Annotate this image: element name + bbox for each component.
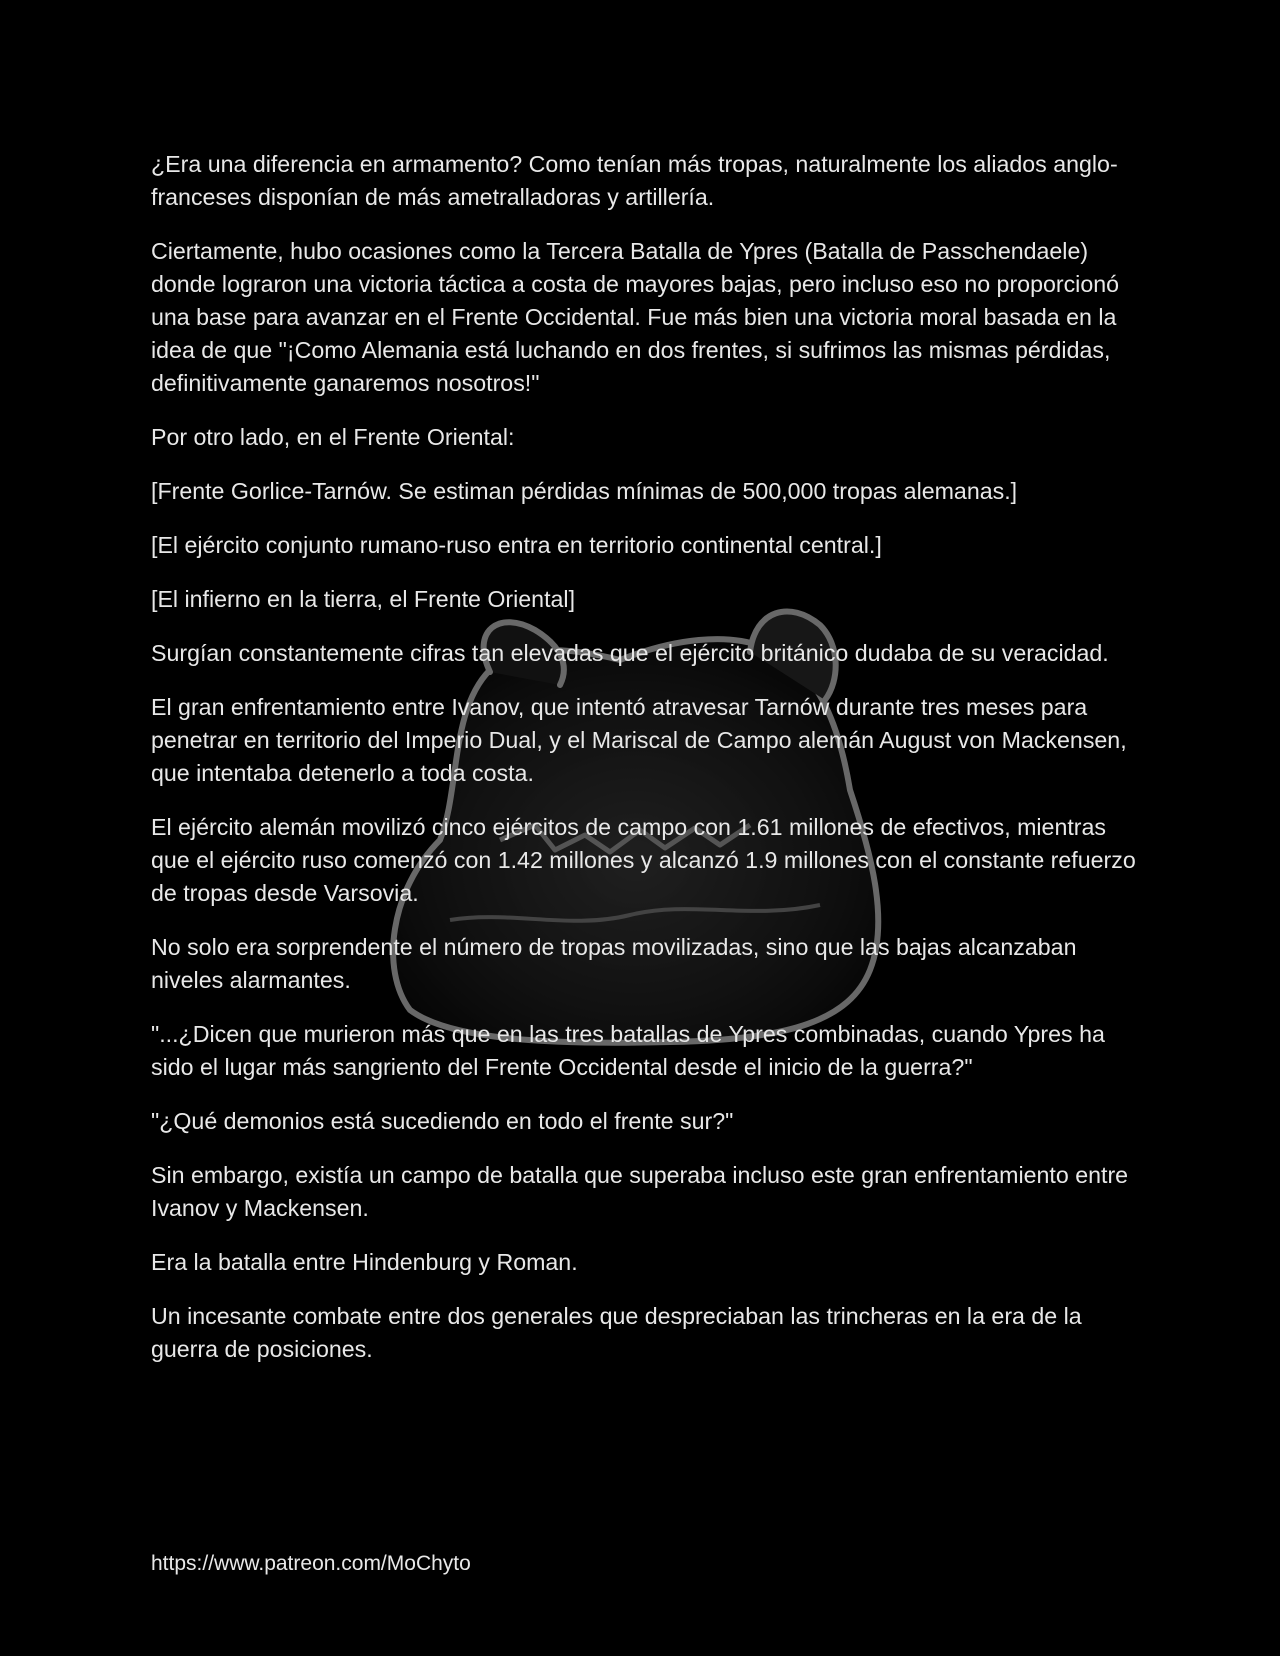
patreon-link[interactable]: https://www.patreon.com/MoChyto <box>151 1552 471 1575</box>
document-body <box>151 148 1136 1387</box>
paragraph: El ejército alemán movilizó cinco ejércitos de campo con 1.61 millones de efectivos, mientras que el ejército ruso comenzó con 1.42 millones y alcanzó 1.9 millones con el constante refuerzo de tropas desde Varsovia. <box>151 814 1136 906</box>
paragraph: "...¿Dicen que murieron más que en las tres batallas de Ypres combinadas, cuando Ypres ha sido el lugar más sangriento del Frente Occidental desde el inicio de la guerra?" <box>151 1021 1105 1080</box>
paragraph: [El infierno en la tierra, el Frente Oriental] <box>151 586 576 612</box>
paragraph: Surgían constantemente cifras tan elevadas que el ejército británico dudaba de su veracidad. <box>151 640 1109 666</box>
paragraph: El gran enfrentamiento entre Ivanov, que intentó atravesar Tarnów durante tres meses para penetrar en territorio del Imperio Dual, y el Mariscal de Campo alemán August von Mackensen, que intentaba detenerlo a toda costa. <box>151 694 1127 786</box>
paragraph: Un incesante combate entre dos generales que despreciaban las trincheras en la era de la guerra de posiciones. <box>151 1303 1082 1362</box>
paragraph: [El ejército conjunto rumano-ruso entra en territorio continental central.] <box>151 532 882 558</box>
paragraph: Sin embargo, existía un campo de batalla que superaba incluso este gran enfrentamiento entre Ivanov y Mackensen. <box>151 1162 1129 1221</box>
paragraph: ¿Era una diferencia en armamento? Como tenían más tropas, naturalmente los aliados anglo-franceses disponían de más ametralladoras y artillería. <box>151 151 1118 210</box>
paragraph: No solo era sorprendente el número de tropas movilizadas, sino que las bajas alcanzaban niveles alarmantes. <box>151 934 1077 993</box>
paragraph: Ciertamente, hubo ocasiones como la Tercera Batalla de Ypres (Batalla de Passchendaele) donde lograron una victoria táctica a costa de mayores bajas, pero incluso eso no proporcionó una base para avanzar en el Frente Occidental. Fue más bien una victoria moral basada en la idea de que "¡Como Alemania está luchando en dos frentes, si sufrimos las mismas pérdidas, definitivamente ganaremos nosotros!" <box>151 238 1120 396</box>
paragraph: Por otro lado, en el Frente Oriental: <box>151 424 515 450</box>
paragraph: "¿Qué demonios está sucediendo en todo el frente sur?" <box>151 1108 734 1134</box>
paragraph: [Frente Gorlice-Tarnów. Se estiman pérdidas mínimas de 500,000 tropas alemanas.] <box>151 478 1018 504</box>
paragraph: Era la batalla entre Hindenburg y Roman. <box>151 1249 578 1275</box>
